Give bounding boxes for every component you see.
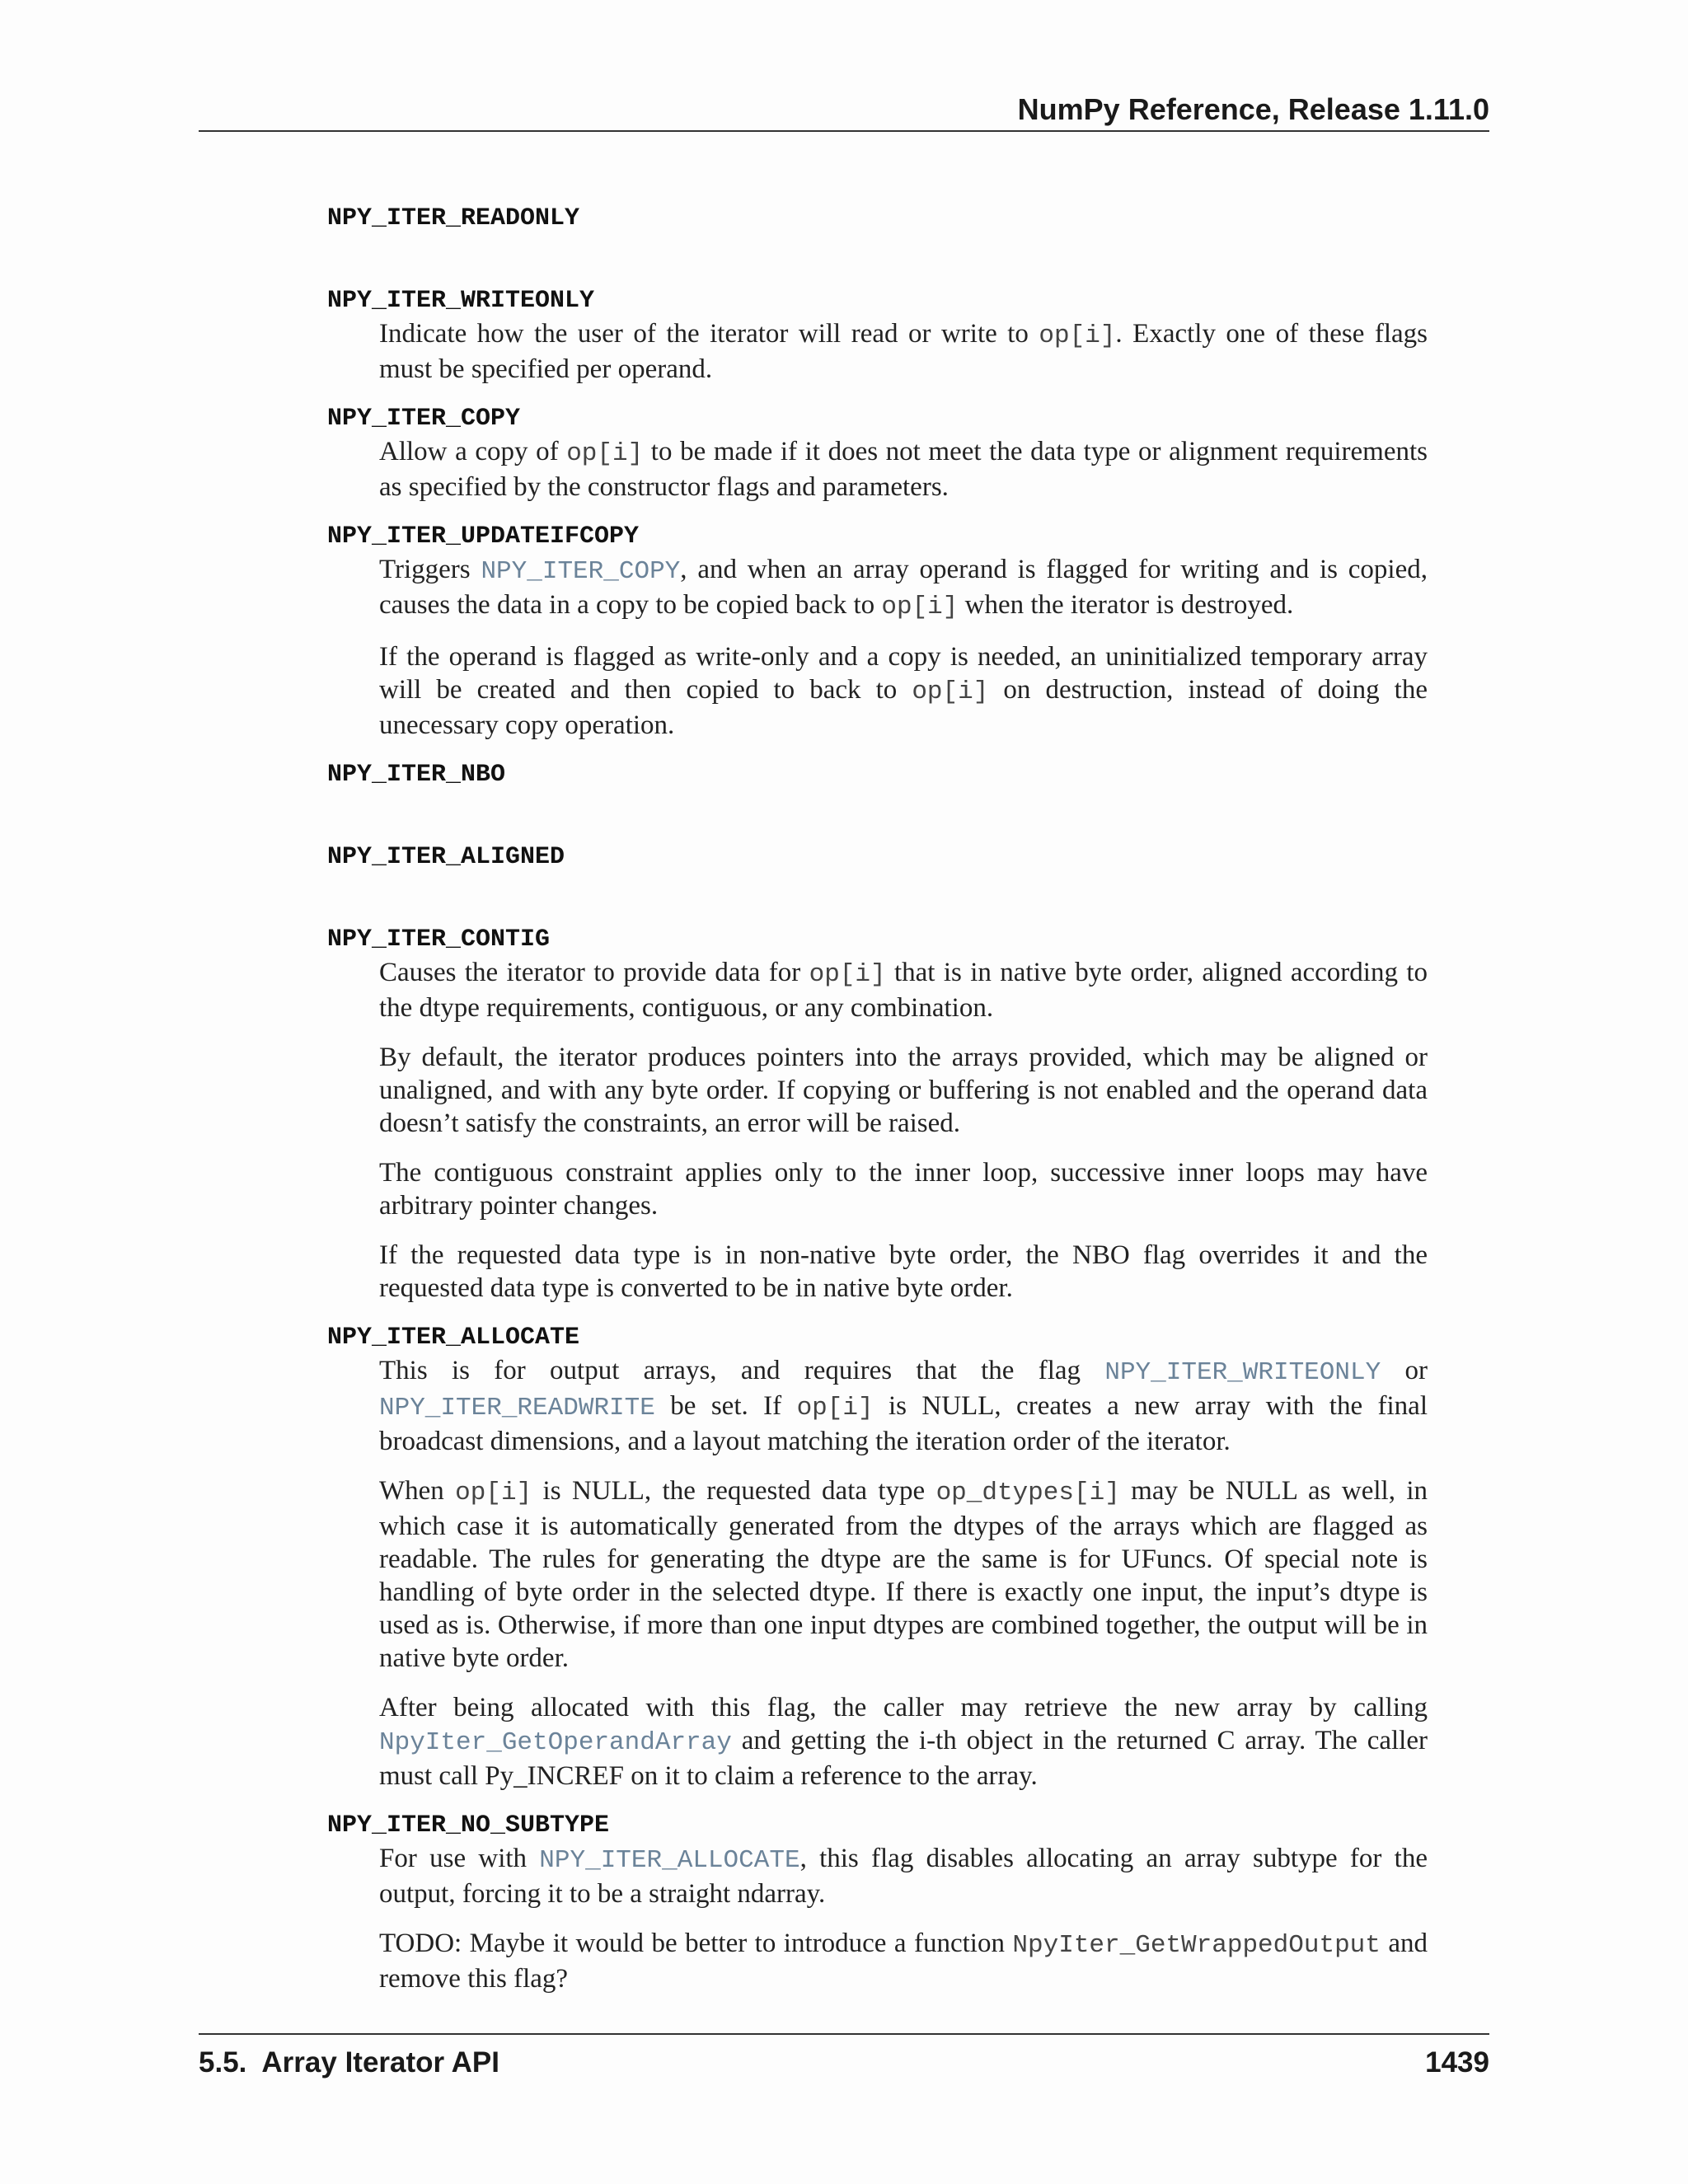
xref-link-npy-iter-writeonly[interactable]: NPY_ITER_WRITEONLY	[1104, 1358, 1381, 1387]
main-content	[327, 202, 1429, 2012]
entry-copy	[327, 402, 1429, 504]
paragraph	[379, 1927, 1428, 1995]
xref-link-npyiter-getoperandarray[interactable]: NpyIter_GetOperandArray	[379, 1728, 732, 1757]
definition-writeonly	[379, 317, 1428, 386]
text: on destruction, instead of doing the unecessary copy operation.	[379, 675, 1428, 740]
text: Triggers	[379, 555, 481, 584]
xref-link-npy-iter-readwrite[interactable]: NPY_ITER_READWRITE	[379, 1394, 655, 1422]
section-number: 5.5.	[199, 2046, 247, 2079]
inline-code: op[i]	[912, 677, 989, 706]
paragraph	[379, 640, 1428, 742]
document-title: NumPy Reference, Release 1.11.0	[1017, 92, 1489, 126]
entry-contig	[327, 923, 1429, 1305]
section-title: Array Iterator API	[261, 2046, 499, 2079]
footer-section	[199, 2046, 499, 2079]
term-readonly: NPY_ITER_READONLY	[327, 204, 580, 232]
text: , this flag disables allocating an array subtype for the output, forcing it to be a straight ndarray.	[379, 1844, 1428, 1909]
text: to be made if it does not meet the data type or alignment requirements as specified by the constructor flags and parameters.	[379, 437, 1428, 502]
text: If the operand is flagged as write-only and a copy is needed, an uninitialized temporary array will be created and then copied to back to	[379, 642, 1428, 705]
entry-no-subtype	[327, 1809, 1429, 1995]
inline-code: op[i]	[881, 593, 959, 621]
paragraph: By default, the iterator produces pointers into the arrays provided, which may be aligned or unaligned, and with any byte order. If copying or buffering is not enabled and the operand data doesn’t satisfy the constraints, an error will be raised.	[379, 1043, 1428, 1138]
xref-link-npy-iter-allocate[interactable]: NPY_ITER_ALLOCATE	[539, 1846, 800, 1875]
paragraph	[379, 317, 1428, 386]
inline-code: op[i]	[455, 1479, 532, 1507]
paragraph	[379, 1474, 1428, 1675]
term-updateifcopy: NPY_ITER_UPDATEIFCOPY	[327, 523, 640, 551]
text: This is for output arrays, and requires that the flag	[379, 1356, 1105, 1385]
paragraph: The contiguous constraint applies only to the inner loop, successive inner loops may have arbitrary pointer changes.	[379, 1158, 1428, 1221]
text: be set. If	[654, 1391, 797, 1421]
text: is NULL, creates a new array with the final broadcast dimensions, and a layout matching the iteration order of the iterator.	[379, 1391, 1428, 1456]
text: when the iterator is destroyed.	[958, 590, 1294, 620]
entry-updateifcopy	[327, 520, 1429, 742]
term-aligned: NPY_ITER_ALIGNED	[327, 843, 565, 871]
paragraph: If the requested data type is in non-native byte order, the NBO flag overrides it and the requested data type is converted to be in native byte order.	[379, 1240, 1428, 1303]
term-allocate: NPY_ITER_ALLOCATE	[327, 1324, 580, 1352]
definition-updateifcopy	[379, 553, 1428, 742]
entry-allocate	[327, 1321, 1429, 1793]
definition-copy	[379, 435, 1428, 504]
entry-writeonly	[327, 284, 1429, 386]
inline-code: op[i]	[1039, 321, 1116, 350]
text: After being allocated with this flag, the caller may retrieve the new array by calling	[379, 1693, 1428, 1722]
text: Indicate how the user of the iterator will read or write to	[379, 319, 1039, 349]
text: When	[379, 1476, 456, 1506]
paragraph	[379, 553, 1428, 624]
text: TODO: Maybe it would be better to introduce a function	[379, 1929, 1013, 1958]
paragraph	[379, 1691, 1428, 1793]
entry-nbo	[327, 758, 1429, 791]
entry-aligned	[327, 841, 1429, 874]
xref-link-npy-iter-copy[interactable]: NPY_ITER_COPY	[481, 557, 681, 586]
text: and remove this flag?	[379, 1929, 1428, 1994]
text: Causes the iterator to provide data for	[379, 958, 809, 987]
entry-readonly	[327, 202, 1429, 235]
text: and getting the i-th object in the returned C array. The caller must call Py_INCREF on it to claim a reference to the array.	[379, 1726, 1428, 1791]
text: or	[1381, 1356, 1428, 1385]
page-footer	[199, 2033, 1489, 2079]
page-header	[199, 92, 1489, 132]
term-contig: NPY_ITER_CONTIG	[327, 926, 551, 954]
text: may be NULL as well, in which case it is automatically generated from the dtypes of the arrays which are flagged as readable. The rules for generating the dtype are the same is for UFuncs. Of special note is handling of byte order in the selected dtype. If there is exactly one input, the input’s dtype is used as is. Otherwise, if more than one input dtypes are combined together, the output will be in native byte order.	[379, 1476, 1428, 1673]
text: is NULL, the requested data type	[532, 1476, 936, 1506]
text: that is in native byte order, aligned according to the dtype requirements, contiguous, or any combination.	[379, 958, 1428, 1023]
definition-no-subtype	[379, 1842, 1428, 1995]
term-no-subtype: NPY_ITER_NO_SUBTYPE	[327, 1811, 610, 1840]
text: , and when an array operand is flagged for writing and is copied, causes the data in a copy to be copied back to	[379, 555, 1428, 620]
page-number: 1439	[1425, 2046, 1489, 2079]
paragraph	[379, 1354, 1428, 1458]
paragraph	[379, 956, 1428, 1024]
definition-allocate	[379, 1354, 1428, 1793]
text: . Exactly one of these flags must be specified per operand.	[379, 319, 1428, 384]
inline-code: op[i]	[796, 1394, 874, 1422]
inline-code: op[i]	[566, 439, 644, 468]
term-copy: NPY_ITER_COPY	[327, 405, 521, 433]
paragraph	[379, 435, 1428, 504]
inline-code: op_dtypes[i]	[935, 1479, 1120, 1507]
text: Allow a copy of	[379, 437, 567, 466]
definition-contig	[379, 956, 1428, 1305]
text: For use with	[379, 1844, 540, 1873]
term-writeonly: NPY_ITER_WRITEONLY	[327, 287, 595, 315]
inline-code: NpyIter_GetWrappedOutput	[1012, 1931, 1381, 1960]
inline-code: op[i]	[809, 960, 886, 989]
term-nbo: NPY_ITER_NBO	[327, 761, 506, 789]
paragraph	[379, 1842, 1428, 1910]
